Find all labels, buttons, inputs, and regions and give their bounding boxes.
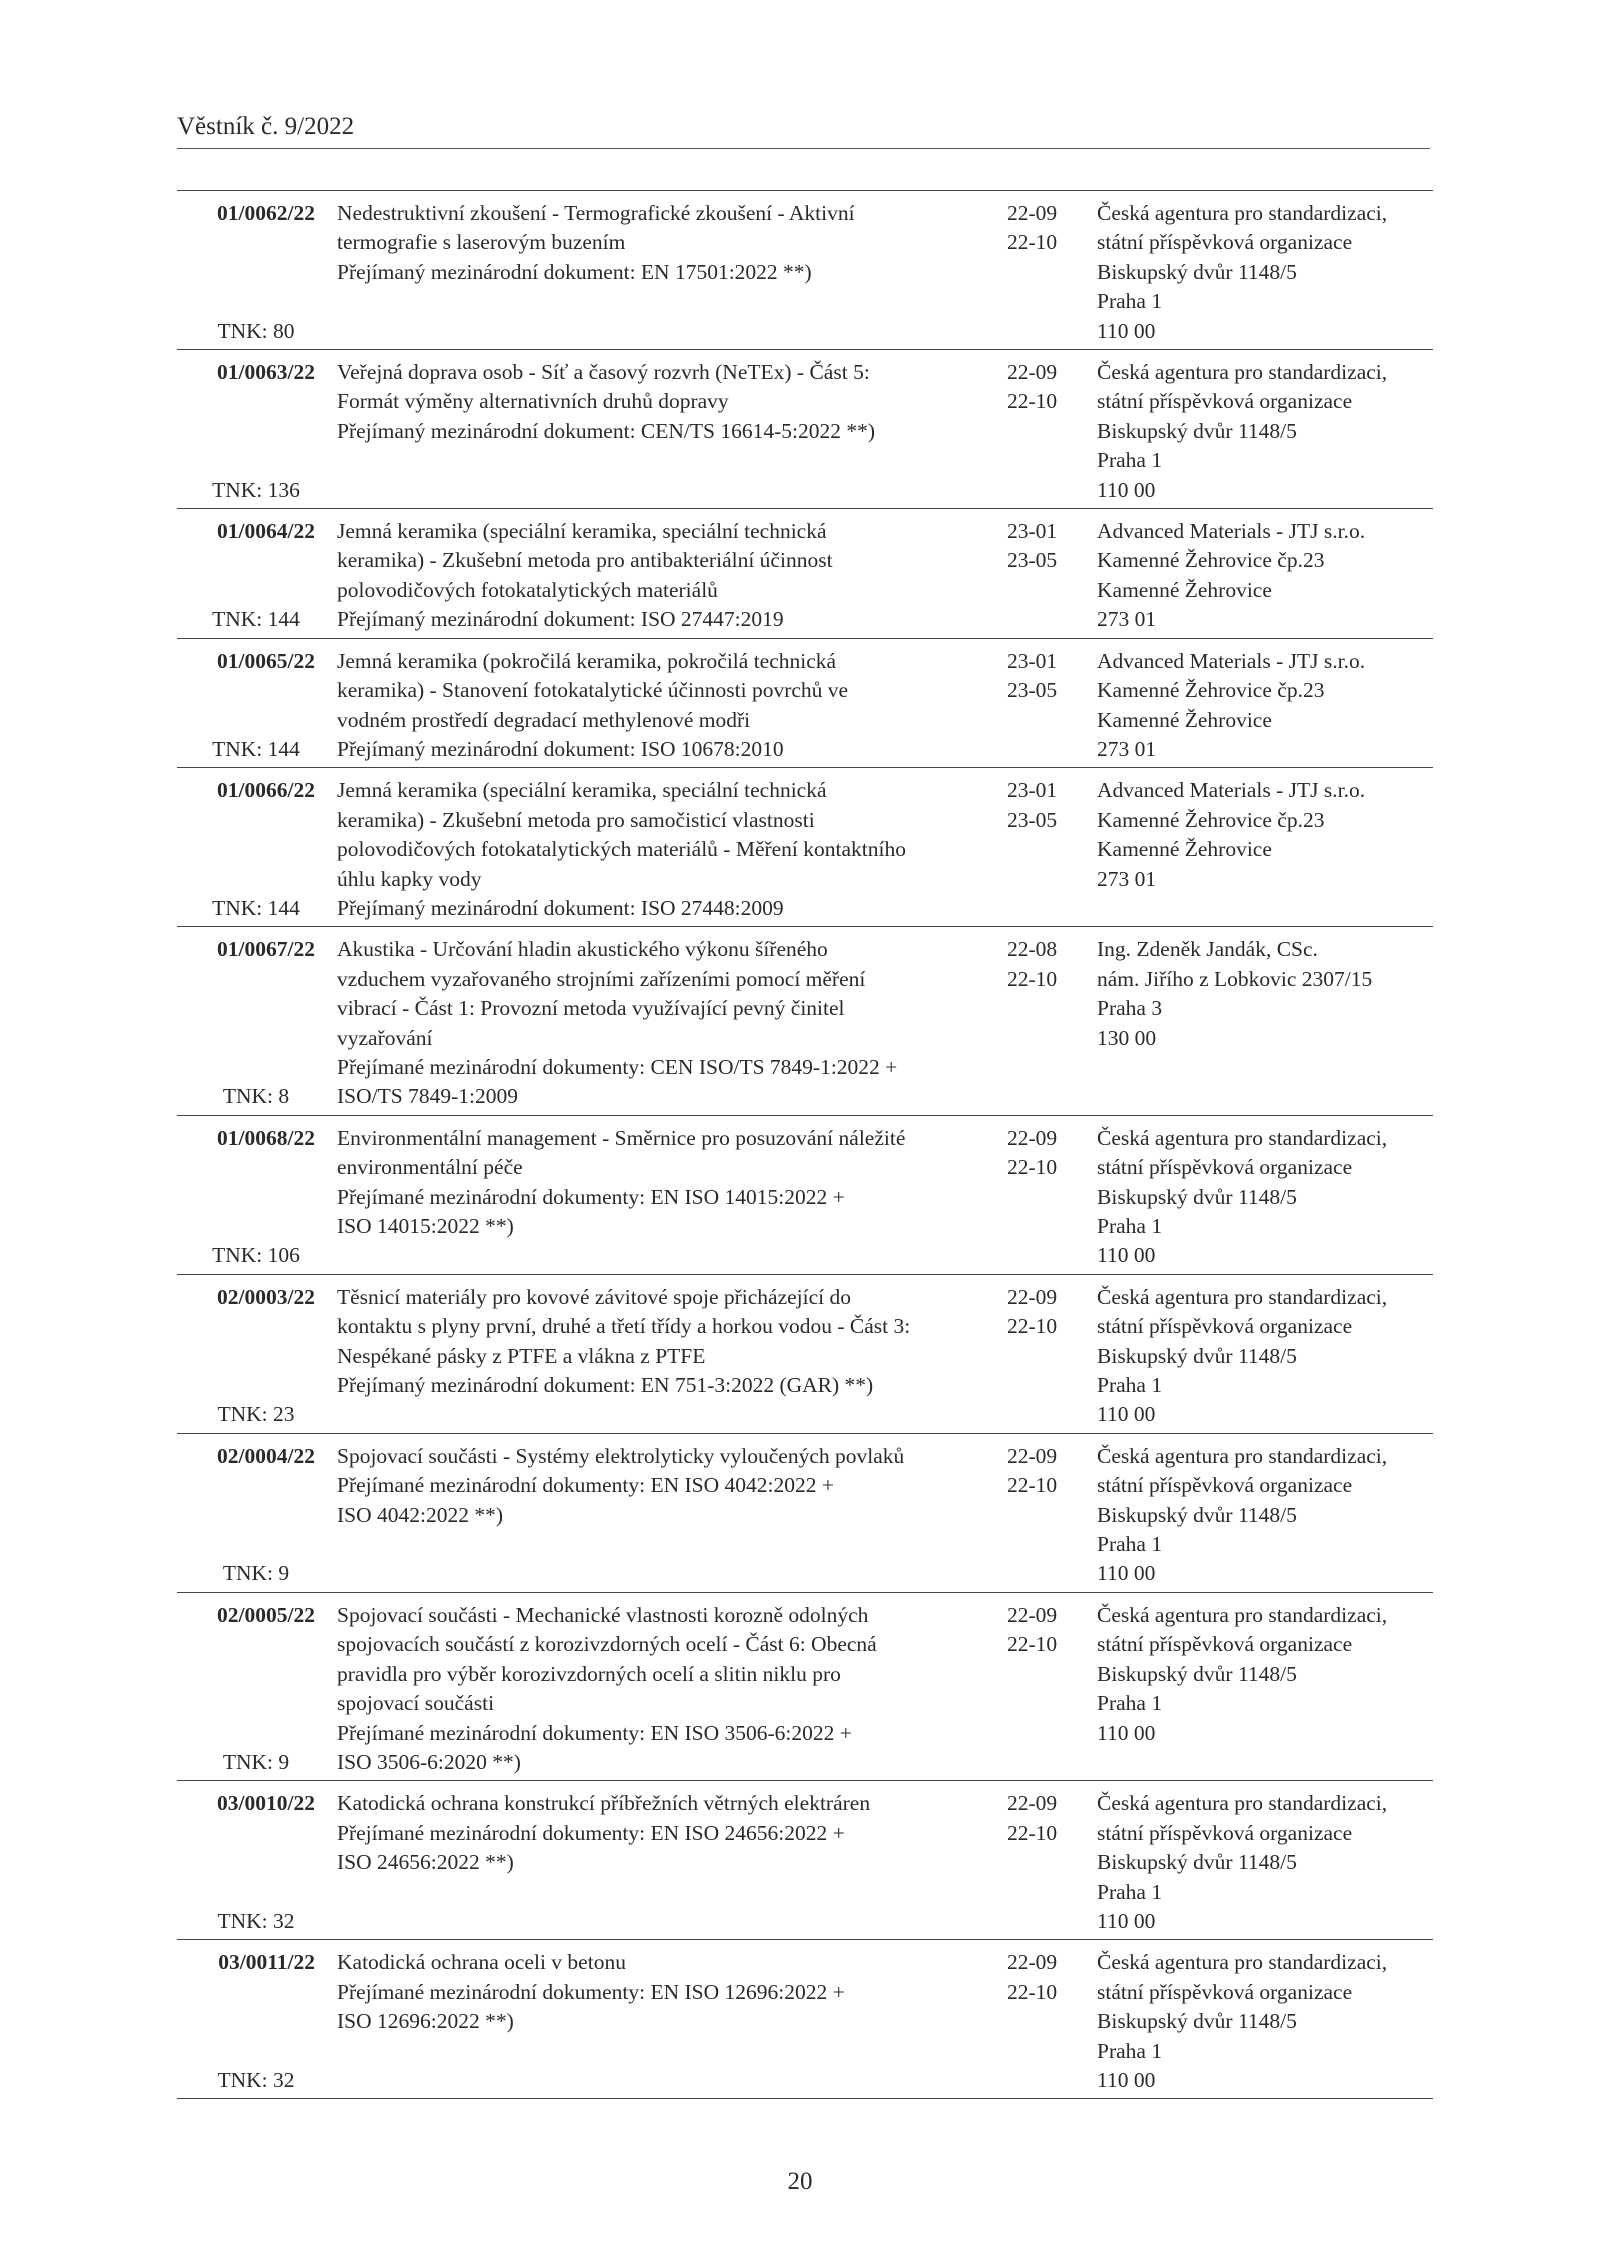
tnk-label: TNK: 9 <box>222 1561 290 1586</box>
standard-title-cell <box>327 199 997 346</box>
title-line: Přejímaný mezinárodní dokument: ISO 10678:2010 <box>337 736 784 761</box>
address-line: Česká agentura pro standardizaci, <box>1097 1284 1388 1309</box>
address-line: Česká agentura pro standardizaci, <box>1097 1602 1388 1627</box>
processor-address-cell <box>1087 1283 1433 1430</box>
address-line: Biskupský dvůr 1148/5 <box>1097 259 1297 284</box>
standard-title-cell <box>327 1789 997 1936</box>
address-line: státní příspěvková organizace <box>1097 1155 1353 1180</box>
address-line: Kamenné Žehrovice <box>1097 837 1272 862</box>
address-line: 273 01 <box>1097 607 1157 632</box>
address-line: Advanced Materials - JTJ s.r.o. <box>1097 519 1366 544</box>
dates-cell <box>997 1283 1087 1430</box>
date-value: 22-10 <box>1007 966 1058 991</box>
tnk-label: TNK: 144 <box>212 895 300 920</box>
address-line: Česká agentura pro standardizaci, <box>1097 360 1388 385</box>
address-line: Česká agentura pro standardizaci, <box>1097 201 1388 225</box>
dates-cell <box>997 1789 1087 1936</box>
date-value: 23-01 <box>1007 648 1058 673</box>
address-line: státní příspěvková organizace <box>1097 389 1353 414</box>
standard-title-cell <box>327 647 997 765</box>
table-row <box>177 191 1433 350</box>
title-line: Veřejná doprava osob - Síť a časový rozvrh (NeTEx) - Část 5: <box>337 360 870 385</box>
title-line: spojovacích součástí z korozivzdorných ocelí - Část 6: Obecná <box>337 1632 877 1657</box>
address-line: Praha 1 <box>1097 1691 1163 1716</box>
title-line: Nespékané pásky z PTFE a vlákna z PTFE <box>337 1343 706 1368</box>
address-line: Česká agentura pro standardizaci, <box>1097 1125 1388 1150</box>
date-value: 22-09 <box>1007 1443 1058 1468</box>
processor-address-cell <box>1087 1789 1433 1936</box>
table-row <box>177 1781 1433 1940</box>
tnk-label: TNK: 144 <box>212 607 300 632</box>
address-line: státní příspěvková organizace <box>1097 230 1353 255</box>
address-line: Česká agentura pro standardizaci, <box>1097 1791 1388 1816</box>
table-row <box>177 1275 1433 1434</box>
standard-number: 01/0063/22 <box>217 360 315 385</box>
date-value: 22-08 <box>1007 937 1058 962</box>
dates-cell <box>997 358 1087 505</box>
date-value: 23-05 <box>1007 548 1058 573</box>
title-line: ISO 14015:2022 **) <box>337 1214 514 1238</box>
tnk-label: TNK: 80 <box>217 318 295 343</box>
journal-title: Věstník č. 9/2022 <box>177 113 355 140</box>
address-line: Praha 1 <box>1097 448 1163 473</box>
processor-address-cell <box>1087 1948 1433 2095</box>
address-line: Kamenné Žehrovice <box>1097 707 1272 732</box>
title-line: Nedestruktivní zkoušení - Termografické zkoušení - Aktivní <box>337 201 855 225</box>
address-line: Praha 1 <box>1097 1879 1163 1904</box>
address-line: Kamenné Žehrovice čp.23 <box>1097 807 1325 832</box>
address-line: Praha 1 <box>1097 1373 1163 1398</box>
date-value: 22-10 <box>1007 1820 1058 1845</box>
address-line: Biskupský dvůr 1148/5 <box>1097 1661 1297 1686</box>
table-row <box>177 927 1433 1115</box>
title-line: úhlu kapky vody <box>337 866 482 891</box>
row-identifier-cell <box>177 647 327 765</box>
address-line: nám. Jiřího z Lobkovic 2307/15 <box>1097 966 1373 991</box>
title-line: termografie s laserovým buzením <box>337 230 626 255</box>
title-line: ISO/TS 7849-1:2009 <box>337 1084 518 1109</box>
tnk-label: TNK: 32 <box>217 2067 295 2092</box>
date-value: 22-10 <box>1007 1632 1058 1657</box>
title-line: Spojovací součásti - Systémy elektrolyticky vyloučených povlaků <box>337 1443 905 1468</box>
address-line: státní příspěvková organizace <box>1097 1473 1353 1498</box>
row-identifier-cell <box>177 776 327 923</box>
address-line: Kamenné Žehrovice čp.23 <box>1097 678 1325 703</box>
standard-title-cell <box>327 1124 997 1271</box>
page-footer <box>0 2168 1600 2196</box>
title-line: ISO 12696:2022 **) <box>337 2009 514 2034</box>
processor-address-cell <box>1087 1124 1433 1271</box>
date-value: 22-09 <box>1007 201 1058 225</box>
address-line: Biskupský dvůr 1148/5 <box>1097 1502 1297 1527</box>
address-line: Česká agentura pro standardizaci, <box>1097 1950 1388 1975</box>
standard-number: 01/0064/22 <box>217 519 315 544</box>
standards-table <box>177 190 1433 2099</box>
processor-address-cell <box>1087 647 1433 765</box>
standard-number: 02/0003/22 <box>217 1284 315 1309</box>
address-line: 110 00 <box>1097 1243 1156 1268</box>
row-identifier-cell <box>177 1283 327 1430</box>
processor-address-cell <box>1087 935 1433 1111</box>
title-line: vyzařování <box>337 1025 433 1050</box>
processor-address-cell <box>1087 1601 1433 1777</box>
address-line: 110 00 <box>1097 2067 1156 2092</box>
standard-title-cell <box>327 517 997 635</box>
table-row <box>177 1593 1433 1781</box>
standard-number: 01/0067/22 <box>217 937 315 962</box>
title-line: Přejímané mezinárodní dokumenty: EN ISO 12696:2022 + <box>337 1979 845 2004</box>
title-line: Přejímaný mezinárodní dokument: EN 17501:2022 **) <box>337 259 812 284</box>
title-line: Přejímané mezinárodní dokumenty: CEN ISO/TS 7849-1:2022 + <box>337 1054 898 1079</box>
dates-cell <box>997 1948 1087 2095</box>
address-line: 110 00 <box>1097 318 1156 343</box>
date-value: 22-10 <box>1007 1473 1058 1498</box>
address-line: 110 00 <box>1097 1908 1156 1933</box>
address-line: 273 01 <box>1097 736 1157 761</box>
date-value: 22-09 <box>1007 1791 1058 1816</box>
tnk-label: TNK: 144 <box>212 736 300 761</box>
title-line: Jemná keramika (pokročilá keramika, pokročilá technická <box>337 648 837 673</box>
standard-number: 02/0005/22 <box>217 1602 315 1627</box>
address-line: Advanced Materials - JTJ s.r.o. <box>1097 778 1366 803</box>
row-identifier-cell <box>177 1948 327 2095</box>
standard-title-cell <box>327 1601 997 1777</box>
title-line: Přejímané mezinárodní dokumenty: EN ISO 3506-6:2022 + <box>337 1720 852 1745</box>
address-line: Praha 1 <box>1097 289 1163 314</box>
date-value: 23-05 <box>1007 807 1058 832</box>
address-line: 273 01 <box>1097 866 1157 891</box>
dates-cell <box>997 1601 1087 1777</box>
title-line: keramika) - Zkušební metoda pro samočisticí vlastnosti <box>337 807 815 832</box>
title-line: keramika) - Zkušební metoda pro antibakteriální účinnost <box>337 548 833 573</box>
processor-address-cell <box>1087 776 1433 923</box>
date-value: 22-09 <box>1007 1284 1058 1309</box>
tnk-label: TNK: 23 <box>217 1402 295 1427</box>
title-line: Přejímaný mezinárodní dokument: ISO 27447:2019 <box>337 607 784 632</box>
standard-number: 01/0065/22 <box>217 648 315 673</box>
date-value: 22-09 <box>1007 1950 1058 1975</box>
date-value: 22-10 <box>1007 1155 1058 1180</box>
tnk-label: TNK: 106 <box>212 1243 300 1268</box>
processor-address-cell <box>1087 1442 1433 1589</box>
title-line: Katodická ochrana oceli v betonu <box>337 1950 626 1975</box>
processor-address-cell <box>1087 517 1433 635</box>
title-line: Přejímaný mezinárodní dokument: CEN/TS 16614-5:2022 **) <box>337 418 876 443</box>
standard-title-cell <box>327 358 997 505</box>
title-line: polovodičových fotokatalytických materiálů - Měření kontaktního <box>337 837 906 862</box>
tnk-label: TNK: 32 <box>217 1908 295 1933</box>
address-line: státní příspěvková organizace <box>1097 1632 1353 1657</box>
address-line: Ing. Zdeněk Jandák, CSc. <box>1097 937 1318 962</box>
standard-number: 01/0062/22 <box>217 201 315 225</box>
title-line: ISO 4042:2022 **) <box>337 1502 504 1527</box>
table-row <box>177 1940 1433 2099</box>
address-line: státní příspěvková organizace <box>1097 1979 1353 2004</box>
standard-title-cell <box>327 1283 997 1430</box>
title-line: Přejímané mezinárodní dokumenty: EN ISO 24656:2022 + <box>337 1820 845 1845</box>
processor-address-cell <box>1087 199 1433 346</box>
address-line: Praha 3 <box>1097 996 1163 1021</box>
title-line: Přejímané mezinárodní dokumenty: EN ISO 4042:2022 + <box>337 1473 834 1498</box>
date-value: 22-10 <box>1007 1979 1058 2004</box>
date-value: 22-09 <box>1007 1125 1058 1150</box>
date-value: 22-09 <box>1007 360 1058 385</box>
address-line: Biskupský dvůr 1148/5 <box>1097 2009 1297 2034</box>
title-line: vzduchem vyzařovaného strojními zařízeními pomocí měření <box>337 966 866 991</box>
address-line: Biskupský dvůr 1148/5 <box>1097 1850 1297 1875</box>
date-value: 22-09 <box>1007 1602 1058 1627</box>
table-row <box>177 509 1433 639</box>
dates-cell <box>997 935 1087 1111</box>
standard-number: 01/0066/22 <box>217 778 315 803</box>
title-line: Spojovací součásti - Mechanické vlastnosti korozně odolných <box>337 1602 869 1627</box>
standard-title-cell <box>327 1442 997 1589</box>
address-line: Biskupský dvůr 1148/5 <box>1097 418 1297 443</box>
dates-cell <box>997 1124 1087 1271</box>
tnk-label: TNK: 9 <box>222 1749 290 1774</box>
table-row <box>177 1434 1433 1593</box>
title-line: Akustika - Určování hladin akustického výkonu šířeného <box>337 937 828 962</box>
title-line: Přejímaný mezinárodní dokument: ISO 27448:2009 <box>337 895 784 920</box>
table-row <box>177 1116 1433 1275</box>
page-number: 20 <box>787 2168 813 2195</box>
standard-number: 02/0004/22 <box>217 1443 315 1468</box>
table-row <box>177 768 1433 927</box>
table-row <box>177 350 1433 509</box>
dates-cell <box>997 1442 1087 1589</box>
address-line: Praha 1 <box>1097 2038 1163 2063</box>
title-line: spojovací součásti <box>337 1691 495 1716</box>
standard-title-cell <box>327 776 997 923</box>
dates-cell <box>997 517 1087 635</box>
row-identifier-cell <box>177 935 327 1111</box>
address-line: Kamenné Žehrovice čp.23 <box>1097 548 1325 573</box>
title-line: Jemná keramika (speciální keramika, speciální technická <box>337 778 827 803</box>
address-line: Biskupský dvůr 1148/5 <box>1097 1184 1297 1209</box>
date-value: 22-10 <box>1007 230 1058 255</box>
title-line: Jemná keramika (speciální keramika, speciální technická <box>337 519 827 544</box>
row-identifier-cell <box>177 199 327 346</box>
title-line: vodném prostředí degradací methylenové modři <box>337 707 751 732</box>
processor-address-cell <box>1087 358 1433 505</box>
dates-cell <box>997 776 1087 923</box>
date-value: 23-01 <box>1007 519 1058 544</box>
standard-title-cell <box>327 935 997 1111</box>
table-row <box>177 639 1433 769</box>
row-identifier-cell <box>177 1601 327 1777</box>
row-identifier-cell <box>177 1124 327 1271</box>
title-line: Environmentální management - Směrnice pro posuzování náležité <box>337 1125 906 1150</box>
title-line: pravidla pro výběr korozivzdorných ocelí a slitin niklu pro <box>337 1661 841 1686</box>
address-line: 130 00 <box>1097 1025 1157 1050</box>
title-line: keramika) - Stanovení fotokatalytické účinnosti povrchů ve <box>337 678 849 703</box>
standard-number: 03/0010/22 <box>217 1791 315 1816</box>
address-line: Praha 1 <box>1097 1214 1163 1238</box>
address-line: Česká agentura pro standardizaci, <box>1097 1443 1388 1468</box>
title-line: Těsnicí materiály pro kovové závitové spoje přicházející do <box>337 1284 852 1309</box>
address-line: Advanced Materials - JTJ s.r.o. <box>1097 648 1366 673</box>
dates-cell <box>997 199 1087 346</box>
dates-cell <box>997 647 1087 765</box>
title-line: kontaktu s plyny první, druhé a třetí třídy a horkou vodou - Část 3: <box>337 1314 911 1339</box>
tnk-label: TNK: 8 <box>222 1084 290 1109</box>
address-line: státní příspěvková organizace <box>1097 1820 1353 1845</box>
date-value: 22-10 <box>1007 1314 1058 1339</box>
row-identifier-cell <box>177 358 327 505</box>
address-line: 110 00 <box>1097 477 1156 502</box>
title-line: Přejímaný mezinárodní dokument: EN 751-3:2022 (GAR) **) <box>337 1373 874 1398</box>
address-line: Kamenné Žehrovice <box>1097 577 1272 602</box>
title-line: polovodičových fotokatalytických materiálů <box>337 577 718 602</box>
address-line: státní příspěvková organizace <box>1097 1314 1353 1339</box>
standard-title-cell <box>327 1948 997 2095</box>
title-line: Přejímané mezinárodní dokumenty: EN ISO 14015:2022 + <box>337 1184 845 1209</box>
title-line: environmentální péče <box>337 1155 523 1180</box>
standard-number: 01/0068/22 <box>217 1125 315 1150</box>
title-line: Formát výměny alternativních druhů dopravy <box>337 389 729 414</box>
title-line: ISO 24656:2022 **) <box>337 1850 514 1875</box>
page-header <box>177 112 1430 149</box>
address-line: 110 00 <box>1097 1402 1156 1427</box>
date-value: 23-05 <box>1007 678 1058 703</box>
address-line: Biskupský dvůr 1148/5 <box>1097 1343 1297 1368</box>
date-value: 23-01 <box>1007 778 1058 803</box>
standard-number: 03/0011/22 <box>218 1950 315 1975</box>
title-line: vibrací - Část 1: Provozní metoda využívající pevný činitel <box>337 996 845 1021</box>
date-value: 22-10 <box>1007 389 1058 414</box>
title-line: ISO 3506-6:2020 **) <box>337 1749 521 1774</box>
row-identifier-cell <box>177 1442 327 1589</box>
row-identifier-cell <box>177 517 327 635</box>
address-line: 110 00 <box>1097 1561 1156 1586</box>
title-line: Katodická ochrana konstrukcí příbřežních větrných elektráren <box>337 1791 871 1816</box>
address-line: Praha 1 <box>1097 1532 1163 1557</box>
address-line: 110 00 <box>1097 1720 1156 1745</box>
row-identifier-cell <box>177 1789 327 1936</box>
tnk-label: TNK: 136 <box>212 477 300 502</box>
